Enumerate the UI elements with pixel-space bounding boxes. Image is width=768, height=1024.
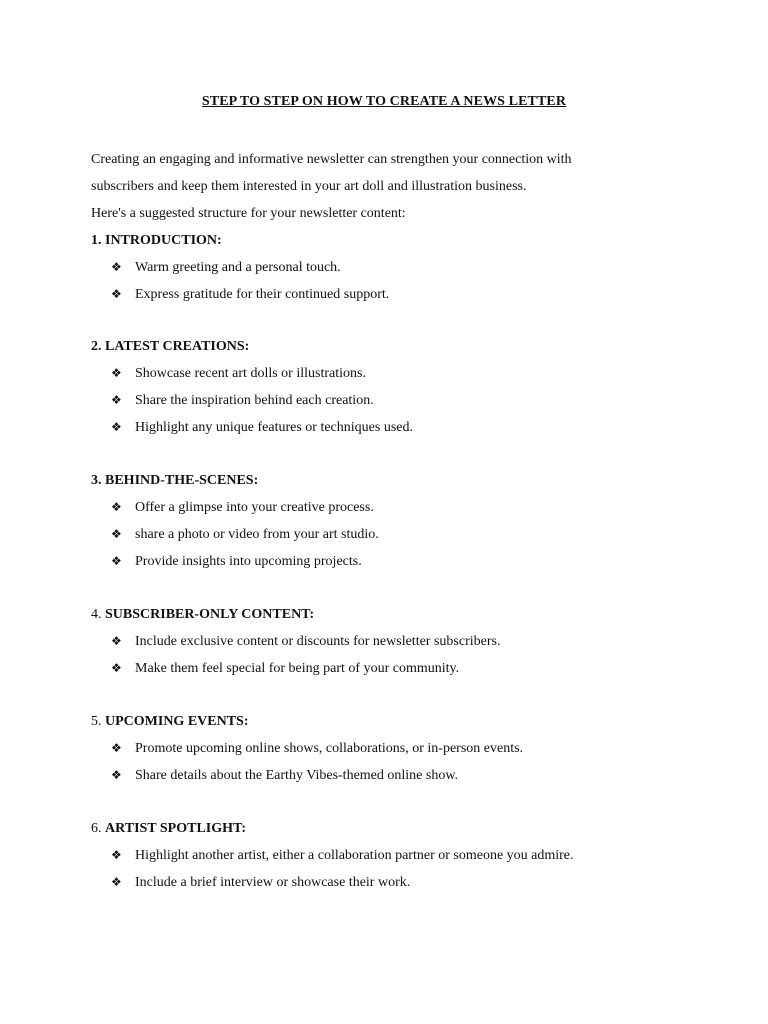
section-behind-the-scenes [91,467,711,575]
list-item-text: share a photo or video from your art studio. [135,527,379,542]
diamond-bullet-icon: ❖ [111,420,122,434]
bullet-list [91,628,711,682]
section-heading [91,333,711,360]
section-heading [91,708,711,735]
section-heading-text: LATEST CREATIONS: [105,339,250,354]
list-item [91,869,711,896]
section-artist-spotlight [91,815,711,896]
list-item-text: Include exclusive content or discounts for newsletter subscribers. [135,634,501,649]
list-item [91,281,711,308]
bullet-list [91,842,711,896]
list-item [91,548,711,575]
list-item-text: Promote upcoming online shows, collaborations, or in-person events. [135,741,524,756]
section-heading [91,467,711,494]
list-item [91,254,711,281]
section-heading-text: ARTIST SPOTLIGHT: [105,821,246,836]
list-item [91,842,711,869]
section-subscriber-only-content [91,601,711,682]
list-item-text: Highlight another artist, either a collaboration partner or someone you admire. [135,848,574,863]
list-item [91,387,711,414]
bullet-list [91,735,711,789]
intro-line: Here's a suggested structure for your newsletter content: [91,206,406,221]
section-number: 2. [91,339,102,354]
list-item-text: Provide insights into upcoming projects. [135,554,362,569]
list-item-text: Make them feel special for being part of your community. [135,661,460,676]
diamond-bullet-icon: ❖ [111,554,122,568]
section-number: 4. [91,607,102,622]
document-title: STEP TO STEP ON HOW TO CREATE A NEWS LETTER [201,94,567,109]
diamond-bullet-icon: ❖ [111,634,122,648]
list-item-text: Include a brief interview or showcase their work. [135,875,411,890]
diamond-bullet-icon: ❖ [111,741,122,755]
list-item [91,414,711,441]
diamond-bullet-icon: ❖ [111,661,122,675]
section-latest-creations [91,333,711,441]
section-number: 1. [91,233,102,248]
bullet-list [91,254,711,308]
list-item [91,762,711,789]
diamond-bullet-icon: ❖ [111,527,122,541]
list-item-text: Highlight any unique features or techniques used. [135,420,413,435]
intro-paragraph [91,146,691,227]
list-item [91,521,711,548]
diamond-bullet-icon: ❖ [111,393,122,407]
intro-line: Creating an engaging and informative newsletter can strengthen your connection with [91,152,572,167]
section-introduction [91,227,711,308]
section-heading-text: SUBSCRIBER-ONLY CONTENT: [105,607,315,622]
section-heading [91,601,711,628]
diamond-bullet-icon: ❖ [111,768,122,782]
diamond-bullet-icon: ❖ [111,875,122,889]
section-number: 5. [91,714,102,729]
list-item [91,628,711,655]
diamond-bullet-icon: ❖ [111,260,122,274]
list-item-text: Showcase recent art dolls or illustrations. [135,366,366,381]
diamond-bullet-icon: ❖ [111,287,122,301]
bullet-list [91,360,711,441]
list-item [91,494,711,521]
section-number: 3. [91,473,102,488]
list-item [91,735,711,762]
list-item-text: Offer a glimpse into your creative process. [135,500,374,515]
diamond-bullet-icon: ❖ [111,500,122,514]
section-number: 6. [91,821,102,836]
list-item-text: Express gratitude for their continued support. [135,287,390,302]
section-heading-text: UPCOMING EVENTS: [105,714,249,729]
list-item [91,655,711,682]
list-item-text: Warm greeting and a personal touch. [135,260,341,275]
section-upcoming-events [91,708,711,789]
diamond-bullet-icon: ❖ [111,366,122,380]
bullet-list [91,494,711,575]
intro-line: subscribers and keep them interested in your art doll and illustration business. [91,179,527,194]
diamond-bullet-icon: ❖ [111,848,122,862]
list-item-text: Share details about the Earthy Vibes-themed online show. [135,768,459,783]
list-item-text: Share the inspiration behind each creation. [135,393,374,408]
section-heading-text: INTRODUCTION: [105,233,222,248]
section-heading-text: BEHIND-THE-SCENES: [105,473,259,488]
section-heading [91,815,711,842]
section-heading [91,227,711,254]
list-item [91,360,711,387]
